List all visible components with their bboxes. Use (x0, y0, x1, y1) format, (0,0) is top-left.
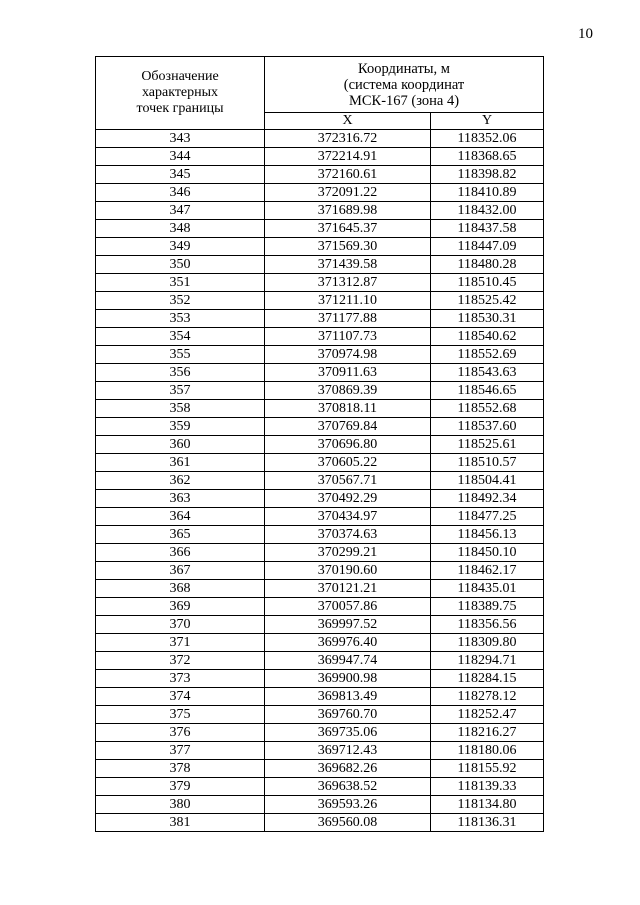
point-cell: 361 (96, 454, 265, 472)
y-coordinate-cell: 118504.41 (431, 472, 544, 490)
x-coordinate-cell: 370818.11 (265, 400, 431, 418)
y-coordinate-cell: 118136.31 (431, 814, 544, 832)
point-cell: 364 (96, 508, 265, 526)
x-coordinate-cell: 369900.98 (265, 670, 431, 688)
x-coordinate-cell: 371569.30 (265, 238, 431, 256)
x-coordinate-cell: 369593.26 (265, 796, 431, 814)
table-row (96, 742, 544, 760)
x-coordinate-cell: 371107.73 (265, 328, 431, 346)
table-row (96, 472, 544, 490)
coords-header-line: МСК-167 (зона 4) (348, 92, 460, 109)
point-cell: 370 (96, 616, 265, 634)
y-coordinate-cell: 118216.27 (431, 724, 544, 742)
coordinates-header (265, 57, 544, 113)
x-coordinate-cell: 369638.52 (265, 778, 431, 796)
y-coordinate-cell: 118456.13 (431, 526, 544, 544)
table-row (96, 796, 544, 814)
table-row (96, 166, 544, 184)
x-coordinate-cell: 370696.80 (265, 436, 431, 454)
x-coordinate-cell: 370434.97 (265, 508, 431, 526)
y-coordinate-cell: 118492.34 (431, 490, 544, 508)
x-coordinate-cell: 370605.22 (265, 454, 431, 472)
point-cell: 380 (96, 796, 265, 814)
x-coordinate-cell: 370911.63 (265, 364, 431, 382)
table-row (96, 292, 544, 310)
point-cell: 374 (96, 688, 265, 706)
table-row (96, 202, 544, 220)
y-coordinate-cell: 118480.28 (431, 256, 544, 274)
x-column-header: X (265, 113, 431, 130)
x-coordinate-cell: 370374.63 (265, 526, 431, 544)
y-coordinate-cell: 118537.60 (431, 418, 544, 436)
table-header-row (96, 57, 544, 113)
point-cell: 363 (96, 490, 265, 508)
y-coordinate-cell: 118462.17 (431, 562, 544, 580)
point-designation-header (96, 57, 265, 130)
y-coordinate-cell: 118352.06 (431, 130, 544, 148)
x-coordinate-cell: 371439.58 (265, 256, 431, 274)
y-coordinate-cell: 118525.42 (431, 292, 544, 310)
y-coordinate-cell: 118477.25 (431, 508, 544, 526)
point-cell: 352 (96, 292, 265, 310)
y-coordinate-cell: 118546.65 (431, 382, 544, 400)
x-coordinate-cell: 371689.98 (265, 202, 431, 220)
point-cell: 349 (96, 238, 265, 256)
point-cell: 354 (96, 328, 265, 346)
y-coordinate-cell: 118155.92 (431, 760, 544, 778)
point-cell: 359 (96, 418, 265, 436)
y-coordinate-cell: 118252.47 (431, 706, 544, 724)
x-coordinate-cell: 369682.26 (265, 760, 431, 778)
x-coordinate-cell: 370567.71 (265, 472, 431, 490)
x-coordinate-cell: 372160.61 (265, 166, 431, 184)
point-cell: 344 (96, 148, 265, 166)
table-row (96, 130, 544, 148)
table-row (96, 418, 544, 436)
x-coordinate-cell: 372316.72 (265, 130, 431, 148)
table-row (96, 220, 544, 238)
x-coordinate-cell: 371312.87 (265, 274, 431, 292)
table-row (96, 310, 544, 328)
point-cell: 365 (96, 526, 265, 544)
x-coordinate-cell: 370492.29 (265, 490, 431, 508)
y-coordinate-cell: 118294.71 (431, 652, 544, 670)
point-cell: 357 (96, 382, 265, 400)
coords-header-line: (система координат (343, 76, 465, 93)
y-coordinate-cell: 118450.10 (431, 544, 544, 562)
point-cell: 368 (96, 580, 265, 598)
point-cell: 376 (96, 724, 265, 742)
y-coordinate-cell: 118540.62 (431, 328, 544, 346)
x-coordinate-cell: 369997.52 (265, 616, 431, 634)
point-cell: 351 (96, 274, 265, 292)
point-cell: 381 (96, 814, 265, 832)
x-coordinate-cell: 370869.39 (265, 382, 431, 400)
y-coordinate-cell: 118278.12 (431, 688, 544, 706)
y-coordinate-cell: 118410.89 (431, 184, 544, 202)
x-coordinate-cell: 369712.43 (265, 742, 431, 760)
point-cell: 378 (96, 760, 265, 778)
table-row (96, 382, 544, 400)
point-cell: 355 (96, 346, 265, 364)
x-coordinate-cell: 370190.60 (265, 562, 431, 580)
coords-header-line: Координаты, м (358, 60, 450, 77)
point-cell: 343 (96, 130, 265, 148)
y-coordinate-cell: 118437.58 (431, 220, 544, 238)
x-coordinate-cell: 372091.22 (265, 184, 431, 202)
table-row (96, 148, 544, 166)
table-row (96, 652, 544, 670)
y-coordinate-cell: 118134.80 (431, 796, 544, 814)
table-row (96, 238, 544, 256)
y-coordinate-cell: 118180.06 (431, 742, 544, 760)
y-coordinate-cell: 118552.69 (431, 346, 544, 364)
table-row (96, 634, 544, 652)
point-cell: 379 (96, 778, 265, 796)
x-coordinate-cell: 369976.40 (265, 634, 431, 652)
table-row (96, 274, 544, 292)
table-row (96, 670, 544, 688)
point-cell: 373 (96, 670, 265, 688)
point-cell: 346 (96, 184, 265, 202)
point-cell: 347 (96, 202, 265, 220)
y-coordinate-cell: 118510.57 (431, 454, 544, 472)
y-coordinate-cell: 118356.56 (431, 616, 544, 634)
x-coordinate-cell: 370769.84 (265, 418, 431, 436)
x-coordinate-cell: 369947.74 (265, 652, 431, 670)
coordinates-table (95, 56, 544, 832)
x-coordinate-cell: 369735.06 (265, 724, 431, 742)
table-row (96, 526, 544, 544)
x-coordinate-cell: 369813.49 (265, 688, 431, 706)
table-row (96, 598, 544, 616)
table-row (96, 706, 544, 724)
table-row (96, 328, 544, 346)
point-cell: 360 (96, 436, 265, 454)
table-row (96, 562, 544, 580)
x-coordinate-cell: 371645.37 (265, 220, 431, 238)
x-coordinate-cell: 371211.10 (265, 292, 431, 310)
x-coordinate-cell: 371177.88 (265, 310, 431, 328)
y-coordinate-cell: 118552.68 (431, 400, 544, 418)
table-body (96, 130, 544, 832)
x-coordinate-cell: 369760.70 (265, 706, 431, 724)
y-coordinate-cell: 118368.65 (431, 148, 544, 166)
point-header-line: характерных (141, 85, 219, 100)
y-coordinate-cell: 118510.45 (431, 274, 544, 292)
x-coordinate-cell: 370974.98 (265, 346, 431, 364)
table-row (96, 364, 544, 382)
y-column-header: Y (431, 113, 544, 130)
table-row (96, 544, 544, 562)
point-cell: 375 (96, 706, 265, 724)
y-coordinate-cell: 118435.01 (431, 580, 544, 598)
x-coordinate-cell: 372214.91 (265, 148, 431, 166)
point-cell: 356 (96, 364, 265, 382)
y-coordinate-cell: 118530.31 (431, 310, 544, 328)
point-header-line: точек границы (136, 101, 224, 116)
point-cell: 371 (96, 634, 265, 652)
point-cell: 345 (96, 166, 265, 184)
y-coordinate-cell: 118389.75 (431, 598, 544, 616)
page-number: 10 (578, 26, 593, 42)
point-cell: 348 (96, 220, 265, 238)
x-coordinate-cell: 370121.21 (265, 580, 431, 598)
point-header-line: Обозначение (141, 69, 219, 84)
table-row (96, 580, 544, 598)
point-cell: 350 (96, 256, 265, 274)
table-row (96, 814, 544, 832)
point-cell: 372 (96, 652, 265, 670)
y-coordinate-cell: 118398.82 (431, 166, 544, 184)
point-cell: 353 (96, 310, 265, 328)
point-cell: 369 (96, 598, 265, 616)
point-cell: 358 (96, 400, 265, 418)
y-coordinate-cell: 118447.09 (431, 238, 544, 256)
table-row (96, 490, 544, 508)
y-coordinate-cell: 118309.80 (431, 634, 544, 652)
point-cell: 377 (96, 742, 265, 760)
point-cell: 362 (96, 472, 265, 490)
table-row (96, 346, 544, 364)
x-coordinate-cell: 370299.21 (265, 544, 431, 562)
x-coordinate-cell: 369560.08 (265, 814, 431, 832)
table-row (96, 724, 544, 742)
table-row (96, 256, 544, 274)
table-row (96, 508, 544, 526)
point-cell: 366 (96, 544, 265, 562)
point-cell: 367 (96, 562, 265, 580)
table-row (96, 616, 544, 634)
y-coordinate-cell: 118543.63 (431, 364, 544, 382)
table-row (96, 760, 544, 778)
table-row (96, 688, 544, 706)
x-coordinate-cell: 370057.86 (265, 598, 431, 616)
table-row (96, 184, 544, 202)
y-coordinate-cell: 118432.00 (431, 202, 544, 220)
y-coordinate-cell: 118139.33 (431, 778, 544, 796)
table-row (96, 778, 544, 796)
table-row (96, 400, 544, 418)
y-coordinate-cell: 118525.61 (431, 436, 544, 454)
y-coordinate-cell: 118284.15 (431, 670, 544, 688)
table-row (96, 454, 544, 472)
table-row (96, 436, 544, 454)
